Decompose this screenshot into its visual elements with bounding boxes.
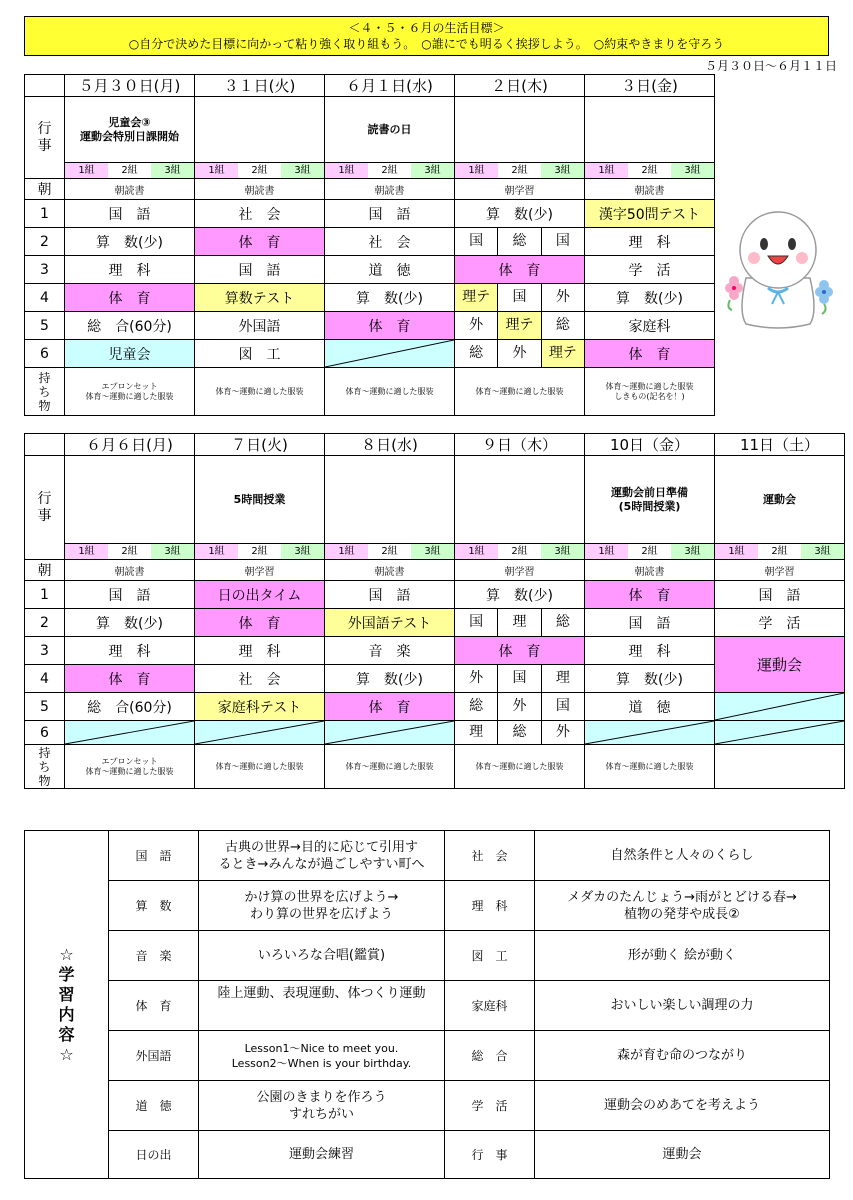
- diagonal-slash: [325, 340, 454, 367]
- lesson-cell: 理 科: [585, 637, 715, 665]
- period-label: 1: [25, 200, 65, 228]
- class-split-cell: [455, 544, 585, 560]
- split-lesson: 理: [555, 670, 570, 686]
- lesson-cell: 算 数(少): [585, 665, 715, 693]
- lesson-cell-event: 日の出タイム: [195, 581, 325, 609]
- lesson-cell-empty: [325, 340, 455, 368]
- lesson-cell: 国 語: [715, 581, 845, 609]
- split-lesson: 外: [498, 693, 541, 720]
- lesson-cell: 国 語: [195, 256, 325, 284]
- lesson-cell: 理 科: [65, 637, 195, 665]
- study-content-table: [24, 830, 830, 1179]
- lesson-cell: 道 徳: [585, 693, 715, 721]
- lesson-cell-pe: 体 育: [195, 228, 325, 256]
- period-label: 2: [25, 609, 65, 637]
- morning-cell: 朝読書: [585, 560, 715, 581]
- period-label: 4: [25, 284, 65, 312]
- morning-cell: 朝学習: [715, 560, 845, 581]
- lesson-cell-empty: [195, 721, 325, 745]
- subject-label: 総 合: [445, 1031, 535, 1081]
- lesson-cell: 社 会: [195, 200, 325, 228]
- day-header: ３１日(火): [195, 75, 325, 97]
- split-lesson: 国: [455, 228, 498, 255]
- lesson-cell-empty: [585, 721, 715, 745]
- diagonal-slash: [325, 721, 454, 744]
- split-lesson: 外: [498, 340, 541, 367]
- class-label: 1組: [455, 163, 498, 178]
- items-cell: 体育～運動に適した服装: [195, 745, 325, 789]
- class-label: 1組: [65, 163, 108, 178]
- class-label: 3組: [281, 163, 324, 178]
- class-label: 1組: [455, 544, 498, 559]
- class-label: 1組: [195, 163, 238, 178]
- lesson-cell: 国 語: [65, 581, 195, 609]
- class-label: 3組: [541, 544, 584, 559]
- diagonal-slash: [715, 721, 844, 744]
- event-cell: [195, 97, 325, 163]
- teru-teru-bozu-mascot: [716, 200, 840, 330]
- subject-content: おいしい楽しい調理の力: [535, 981, 830, 1031]
- day-header: ５月３０日(月): [65, 75, 195, 97]
- goals-banner: [24, 16, 829, 56]
- day-header: 10日（金）: [585, 434, 715, 456]
- day-header: ２日(木): [455, 75, 585, 97]
- class-row: [25, 544, 845, 560]
- class-label: 2組: [498, 544, 541, 559]
- morning-cell: 朝読書: [65, 560, 195, 581]
- event-cell: [325, 456, 455, 544]
- class-label: 2組: [758, 544, 801, 559]
- lesson-cell: 理 科: [65, 256, 195, 284]
- morning-cell: 朝学習: [455, 560, 585, 581]
- subject-label: 国 語: [109, 831, 199, 881]
- event-cell: 読書の日: [325, 97, 455, 163]
- class-label: 3組: [541, 163, 584, 178]
- subject-content: かけ算の世界を広げよう→ わり算の世界を広げよう: [199, 881, 445, 931]
- morning-cell: 朝読書: [325, 179, 455, 200]
- morning-cell: 朝読書: [585, 179, 715, 200]
- morning-cell: 朝学習: [195, 560, 325, 581]
- event-cell: [455, 97, 585, 163]
- subject-label: 外国語: [109, 1031, 199, 1081]
- split-lesson-test: 理テ: [498, 312, 541, 339]
- class-label: 2組: [368, 544, 411, 559]
- event-cell: [65, 456, 195, 544]
- class-label: 3組: [151, 544, 194, 559]
- subject-label: 家庭科: [445, 981, 535, 1031]
- day-header: ８日(水): [325, 434, 455, 456]
- period-label: 3: [25, 637, 65, 665]
- morning-cell: 朝読書: [325, 560, 455, 581]
- morning-label: 朝: [25, 560, 65, 581]
- diagonal-slash: [585, 721, 714, 744]
- day-header: ９日（木）: [455, 434, 585, 456]
- class-label: 1組: [585, 163, 628, 178]
- lesson-cell-empty: [325, 721, 455, 745]
- period-label: 6: [25, 721, 65, 745]
- lesson-cell: 算 数(少): [455, 581, 585, 609]
- lesson-cell: 外国語: [195, 312, 325, 340]
- split-lesson: 総: [555, 317, 570, 333]
- items-cell: 体育～運動に適した服装: [325, 368, 455, 416]
- subject-content: いろいろな合唱(鑑賞): [199, 931, 445, 981]
- week2-schedule: [24, 433, 845, 789]
- week1-schedule: [24, 74, 715, 416]
- class-row: [25, 163, 715, 179]
- split-lesson-cell: [455, 284, 585, 312]
- class-label: 1組: [195, 544, 238, 559]
- lesson-cell: 国 語: [585, 609, 715, 637]
- split-lesson: 外: [555, 724, 570, 740]
- lesson-cell: 図 工: [195, 340, 325, 368]
- class-label: 1組: [325, 163, 368, 178]
- lesson-cell: 社 会: [195, 665, 325, 693]
- lesson-cell-pe: 体 育: [455, 637, 585, 665]
- items-cell: 体育～運動に適した服装: [455, 745, 585, 789]
- lesson-cell-pe: 体 育: [195, 609, 325, 637]
- corner-cell: [25, 75, 65, 97]
- lesson-cell-pe: 体 育: [325, 312, 455, 340]
- split-lesson: 総: [455, 340, 498, 367]
- lesson-cell-empty: [65, 721, 195, 745]
- lesson-cell-test: 算数テスト: [195, 284, 325, 312]
- items-cell: 体育～運動に適した服装: [585, 745, 715, 789]
- period-label: 4: [25, 665, 65, 693]
- split-lesson: 国: [498, 665, 541, 692]
- lesson-cell: 総 合(60分): [65, 693, 195, 721]
- split-lesson-test: 理テ: [542, 340, 584, 367]
- lesson-cell: 国 語: [325, 581, 455, 609]
- class-split-cell: [455, 163, 585, 179]
- class-label: 1組: [65, 544, 108, 559]
- lesson-cell-pe: 体 育: [455, 256, 585, 284]
- items-label: 持 ち 物: [25, 745, 65, 789]
- event-cell: [585, 97, 715, 163]
- lesson-cell-pe: 体 育: [325, 693, 455, 721]
- split-lesson-cell: [455, 693, 585, 721]
- class-label: 1組: [325, 544, 368, 559]
- subject-content: 古典の世界→目的に応じて引用す るとき→みんなが過ごしやすい町へ: [199, 831, 445, 881]
- class-label: 3組: [671, 163, 714, 178]
- split-lesson: 国: [555, 233, 570, 249]
- class-split-cell: [585, 163, 715, 179]
- event-cell: 5時間授業: [195, 456, 325, 544]
- items-cell: [715, 745, 845, 789]
- banner-title: ＜４・５・６月の生活目標＞: [348, 21, 505, 35]
- items-cell: エプロンセット 体育～運動に適した服装: [65, 368, 195, 416]
- period-label: 3: [25, 256, 65, 284]
- items-label: 持 ち 物: [25, 368, 65, 416]
- day-header: ３日(金): [585, 75, 715, 97]
- split-lesson-cell: [455, 609, 585, 637]
- lesson-cell-pe: 体 育: [585, 340, 715, 368]
- items-cell: 体育～運動に適した服装: [325, 745, 455, 789]
- split-lesson: 総: [455, 693, 498, 720]
- subject-label: 道 徳: [109, 1081, 199, 1131]
- event-cell: 児童会③ 運動会特別日課開始: [65, 97, 195, 163]
- event-cell: 運動会前日準備 (5時間授業): [585, 456, 715, 544]
- split-lesson: 理: [455, 721, 498, 744]
- items-cell: 体育～運動に適した服装 しきもの(記名を！): [585, 368, 715, 416]
- split-lesson-cell: [455, 340, 585, 368]
- lesson-cell: 算 数(少): [325, 665, 455, 693]
- split-lesson: 総: [555, 614, 570, 630]
- subject-content: Lesson1～Nice to meet you. Lesson2～When is your birthday.: [199, 1031, 445, 1081]
- subject-content: 運動会練習: [199, 1131, 445, 1179]
- split-lesson-cell: [455, 665, 585, 693]
- event-label: 行 事: [25, 456, 65, 560]
- lesson-cell: 社 会: [325, 228, 455, 256]
- banner-goals: ○自分で決めた目標に向かって粘り強く取り組もう。 ○誰にでも明るく挨拶しよう。 ○約束やきまりを守ろう: [128, 37, 725, 51]
- class-label: 2組: [628, 163, 671, 178]
- morning-cell: 朝読書: [65, 179, 195, 200]
- class-label: 2組: [108, 544, 151, 559]
- lesson-cell-pe: 体 育: [65, 284, 195, 312]
- class-label: 2組: [368, 163, 411, 178]
- split-lesson-cell: [455, 228, 585, 256]
- lesson-cell: 学 活: [585, 256, 715, 284]
- corner-cell: [25, 434, 65, 456]
- subject-label: 学 活: [445, 1081, 535, 1131]
- class-label: 1組: [715, 544, 758, 559]
- subject-content: 森が育む命のつながり: [535, 1031, 830, 1081]
- subject-content: 形が動く 絵が動く: [535, 931, 830, 981]
- period-label: 6: [25, 340, 65, 368]
- split-lesson: 理: [498, 609, 541, 636]
- subject-label: 行 事: [445, 1131, 535, 1179]
- diagonal-slash: [715, 693, 844, 720]
- class-label: 3組: [671, 544, 714, 559]
- date-range: ５月３０日～６月１１日: [704, 59, 837, 73]
- items-cell: 体育～運動に適した服装: [195, 368, 325, 416]
- lesson-cell: 算 数(少): [455, 200, 585, 228]
- lesson-cell-empty: [715, 693, 845, 721]
- class-label: 3組: [151, 163, 194, 178]
- day-header: ７日(火): [195, 434, 325, 456]
- study-content-label: [25, 831, 109, 1179]
- class-label: 3組: [411, 544, 454, 559]
- lesson-cell: 算 数(少): [65, 609, 195, 637]
- lesson-cell-test: 漢字50問テスト: [585, 200, 715, 228]
- class-split-cell: [325, 163, 455, 179]
- subject-label: 日の出: [109, 1131, 199, 1179]
- lesson-cell: 算 数(少): [585, 284, 715, 312]
- lesson-cell: 学 活: [715, 609, 845, 637]
- class-label: 2組: [108, 163, 151, 178]
- lesson-cell-pe: 体 育: [65, 665, 195, 693]
- subject-content: 公園のきまりを作ろう すれちがい: [199, 1081, 445, 1131]
- class-label: 3組: [281, 544, 324, 559]
- split-lesson: 総: [498, 228, 541, 255]
- lesson-cell-test: 外国語テスト: [325, 609, 455, 637]
- lesson-cell-empty: [715, 721, 845, 745]
- class-split-cell: [195, 544, 325, 560]
- class-label: 2組: [628, 544, 671, 559]
- class-label: 3組: [411, 163, 454, 178]
- day-header: 11日（土）: [715, 434, 845, 456]
- lesson-cell-test: 家庭科テスト: [195, 693, 325, 721]
- split-lesson: 外: [455, 312, 498, 339]
- period-label: 5: [25, 312, 65, 340]
- period-label: 2: [25, 228, 65, 256]
- split-lesson: 国: [455, 609, 498, 636]
- subject-label: 算 数: [109, 881, 199, 931]
- subject-label: 音 楽: [109, 931, 199, 981]
- day-header: ６月６日(月): [65, 434, 195, 456]
- split-lesson: 外: [455, 665, 498, 692]
- event-cell: 運動会: [715, 456, 845, 544]
- class-label: 3組: [801, 544, 844, 559]
- subject-label: 社 会: [445, 831, 535, 881]
- split-lesson: 外: [555, 289, 570, 305]
- class-label: 2組: [238, 544, 281, 559]
- split-lesson: 総: [498, 721, 541, 744]
- class-label: 1組: [585, 544, 628, 559]
- split-lesson-cell: [455, 312, 585, 340]
- lesson-cell: 道 徳: [325, 256, 455, 284]
- class-split-cell: [585, 544, 715, 560]
- lesson-cell: 家庭科: [585, 312, 715, 340]
- day-header: ６月１日(水): [325, 75, 455, 97]
- period-label: 1: [25, 581, 65, 609]
- event-cell: [455, 456, 585, 544]
- diagonal-slash: [195, 721, 324, 744]
- morning-cell: 朝学習: [455, 179, 585, 200]
- lesson-cell-pe: 体 育: [585, 581, 715, 609]
- lesson-cell: 総 合(60分): [65, 312, 195, 340]
- items-cell: 体育～運動に適した服装: [455, 368, 585, 416]
- split-lesson: 国: [555, 698, 570, 714]
- lesson-cell-sports-day: 運動会: [715, 637, 845, 693]
- class-label: 2組: [498, 163, 541, 178]
- class-split-cell: [65, 544, 195, 560]
- subject-label: 図 工: [445, 931, 535, 981]
- subject-content: 運動会のめあてを考えよう: [535, 1081, 830, 1131]
- lesson-cell: 算 数(少): [65, 228, 195, 256]
- lesson-cell: 算 数(少): [325, 284, 455, 312]
- split-lesson-cell: [455, 721, 585, 745]
- class-split-cell: [65, 163, 195, 179]
- lesson-cell: 国 語: [325, 200, 455, 228]
- split-lesson: 国: [498, 284, 541, 311]
- lesson-cell-event: 児童会: [65, 340, 195, 368]
- subject-label: 体 育: [109, 981, 199, 1031]
- class-label: 2組: [238, 163, 281, 178]
- items-cell: エプロンセット 体育～運動に適した服装: [65, 745, 195, 789]
- class-split-cell: [195, 163, 325, 179]
- lesson-cell: 理 科: [195, 637, 325, 665]
- study-label-text: ☆ 学 習 内 容 ☆: [58, 944, 75, 1064]
- subject-content: 運動会: [535, 1131, 830, 1179]
- morning-label: 朝: [25, 179, 65, 200]
- subject-label: 理 科: [445, 881, 535, 931]
- period-label: 5: [25, 693, 65, 721]
- subject-content: メダカのたんじょう→雨がとどける春→ 植物の発芽や成長②: [535, 881, 830, 931]
- split-lesson-test: 理テ: [455, 284, 498, 311]
- morning-cell: 朝読書: [195, 179, 325, 200]
- lesson-cell: 音 楽: [325, 637, 455, 665]
- class-split-cell: [325, 544, 455, 560]
- lesson-cell: 国 語: [65, 200, 195, 228]
- lesson-cell: 理 科: [585, 228, 715, 256]
- event-label: 行 事: [25, 97, 65, 179]
- subject-content: 陸上運動、表現運動、体つくり運動: [199, 981, 445, 1031]
- diagonal-slash: [65, 721, 194, 744]
- class-split-cell: [715, 544, 845, 560]
- subject-content: 自然条件と人々のくらし: [535, 831, 830, 881]
